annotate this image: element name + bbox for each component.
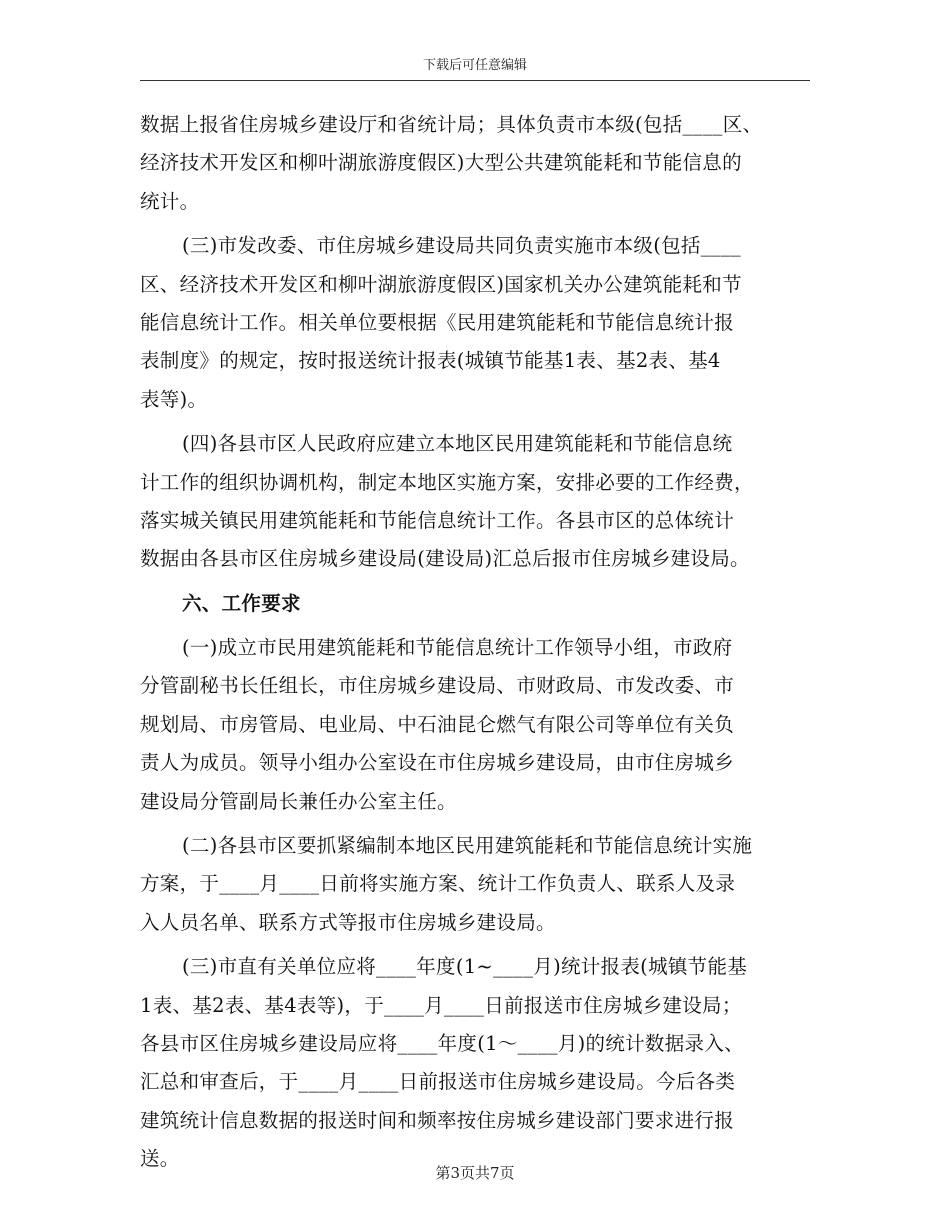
- text-line: 建筑统计信息数据的报送时间和频率按住房城乡建设部门要求进行报: [140, 1108, 735, 1132]
- text-line: 统计。: [140, 189, 200, 213]
- header-divider: [140, 80, 810, 81]
- text-line: 数据由各县市区住房城乡建设局(建设局)汇总后报市住房城乡建设局。: [140, 547, 750, 571]
- paragraph: [140, 629, 812, 821]
- paragraph: [140, 948, 812, 1178]
- section-heading: 六、工作要求: [182, 591, 301, 615]
- text-line: 表等)。: [140, 387, 208, 411]
- paragraph: [140, 827, 812, 942]
- text-line: 数据上报省住房城乡建设厅和省统计局；具体负责市本级(包括____区、: [140, 113, 763, 136]
- text-line: 能信息统计工作。相关单位要根据《民用建筑能耗和节能信息统计报: [140, 310, 735, 334]
- text-line: 表制度》的规定，按时报送统计报表(城镇节能基1表、基2表、基4: [140, 349, 721, 373]
- text-line: 计工作的组织协调机构，制定本地区实施方案，安排必要的工作经费，: [140, 470, 754, 494]
- text-line: 规划局、市房管局、电业局、中石油昆仑燃气有限公司等单位有关负: [140, 712, 735, 736]
- text-line: 建设局分管副局长兼任办公室主任。: [140, 789, 457, 813]
- text-line: 经济技术开发区和柳叶湖旅游度假区)大型公共建筑能耗和节能信息的: [140, 151, 742, 175]
- text-line: 送。: [140, 1147, 180, 1171]
- text-line: 区、经济技术开发区和柳叶湖旅游度假区)国家机关办公建筑能耗和节: [140, 272, 742, 296]
- paragraph: [140, 106, 812, 221]
- text-line: 汇总和审查后，于____月____日前报送市住房城乡建设局。今后各类: [140, 1070, 736, 1094]
- text-line: 分管副秘书长任组长，市住房城乡建设局、市财政局、市发改委、市: [140, 674, 735, 698]
- text-line: 责人为成员。领导小组办公室设在市住房城乡建设局，由市住房城乡: [140, 751, 735, 775]
- text-line: (二)各县市区要抓紧编制本地区民用建筑能耗和节能信息统计实施: [182, 834, 753, 858]
- text-line: 落实城关镇民用建筑能耗和节能信息统计工作。各县市区的总体统计: [140, 508, 735, 532]
- paragraph: [140, 227, 812, 419]
- text-line: 入人员名单、联系方式等报市住房城乡建设局。: [140, 910, 556, 934]
- text-line: (一)成立市民用建筑能耗和节能信息统计工作领导小组，市政府: [182, 636, 733, 660]
- page-header: 下载后可任意编辑: [422, 58, 527, 73]
- document-body: [140, 106, 812, 1185]
- paragraph: [140, 425, 812, 579]
- text-line: (四)各县市区人民政府应建立本地区民用建筑能耗和节能信息统: [182, 432, 733, 456]
- text-line: 1表、基2表、基4表等)，于____月____日前报送市住房城乡建设局；: [140, 993, 742, 1017]
- text-line: 各县市区住房城乡建设局应将____年度(1～____月)的统计数据录入、: [140, 1031, 744, 1055]
- text-line: (三)市发改委、市住房城乡建设局共同负责实施市本级(包括____: [182, 234, 741, 258]
- page-number: 第3页共7页: [435, 1164, 515, 1182]
- text-line: 方案，于____月____日前将实施方案、统计工作负责人、联系人及录: [140, 872, 736, 896]
- text-line: (三)市直有关单位应将____年度(1~____月)统计报表(城镇节能基: [182, 955, 748, 979]
